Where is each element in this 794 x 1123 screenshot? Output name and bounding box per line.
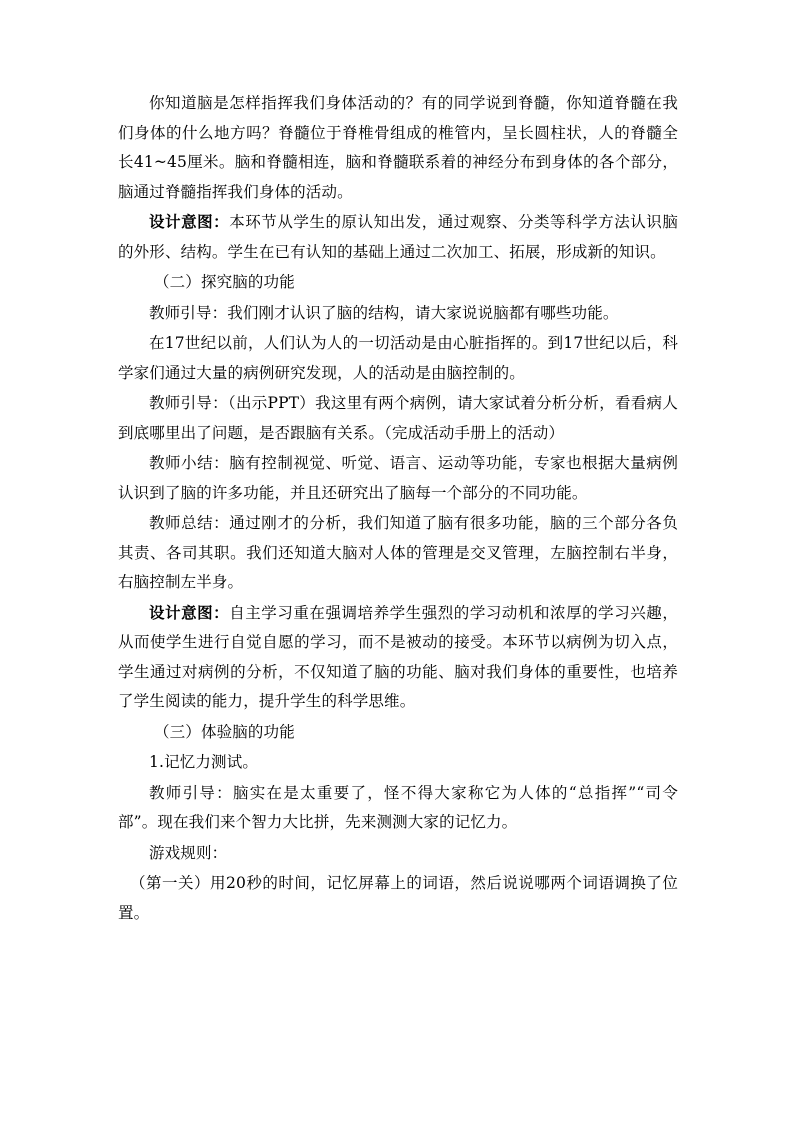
paragraph-text: 教师引导：脑实在是太重要了，怪不得大家称它为人体的“总指挥”“司令部”。现在我们来个智力大比拼，先来测测大家的记忆力。 bbox=[118, 783, 678, 831]
paragraph-text: 教师总结：通过刚才的分析，我们知道了脑有很多功能，脑的三个部分各负其责、各司其职。我们还知道大脑对人体的管理是交叉管理，左脑控制右半身，右脑控制左半身。 bbox=[118, 514, 678, 591]
paragraph-text: 游戏规则： bbox=[149, 843, 228, 862]
paragraph-text: （二）探究脑的功能 bbox=[154, 273, 295, 291]
paragraph-game-rules bbox=[118, 838, 678, 869]
paragraph-text: 本环节从学生的原认知出发，通过观察、分类等科学方法认识脑的外形、结构。学生在已有认知的基础上通过二次加工、拓展，形成新的知识。 bbox=[118, 213, 678, 261]
paragraph-text: 自主学习重在强调培养学生强烈的学习动机和浓厚的学习兴趣，从而使学生进行自觉自愿的学习，而不是被动的接受。本环节以病例为切入点，学生通过对病例的分析，不仅知道了脑的功能、脑对我们身体的重要性，也培养了学生阅读的能力，提升学生的科学思维。 bbox=[118, 603, 678, 710]
paragraph-text: 在17世纪以前，人们认为人的一切活动是由心脏指挥的。到17世纪以后，科学家们通过大量的病例研究发现，人的活动是由脑控制的。 bbox=[118, 334, 678, 382]
paragraph-teacher-guide-1 bbox=[118, 298, 678, 329]
paragraph-memory-test bbox=[118, 747, 678, 778]
paragraph-text: 你知道脑是怎样指挥我们身体活动的？有的同学说到脊髓，你知道脊髓在我们身体的什么地方吗？脊髓位于脊椎骨组成的椎管内，呈长圆柱状，人的脊髓全长41~45厘米。脑和脊髓相连，脑和脊髓联系着的神经分布到身体的各个部分，脑通过脊髓指挥我们身体的活动。 bbox=[118, 94, 678, 201]
paragraph-teacher-summary bbox=[118, 448, 678, 508]
paragraph-design-intent-2 bbox=[118, 598, 678, 717]
paragraph-text: 教师小结：脑有控制视觉、听觉、语言、运动等功能，专家也根据大量病例认识到了脑的许多功能，并且还研究出了脑每一个部分的不同功能。 bbox=[118, 454, 678, 502]
paragraph-history bbox=[118, 328, 678, 388]
document-page bbox=[118, 88, 678, 928]
paragraph-text: 教师引导：（出示PPT）我这里有两个病例，请大家试着分析分析，看看病人到底哪里出了问题，是否跟脑有关系。（完成活动手册上的活动） bbox=[118, 394, 678, 442]
paragraph-teacher-guide-2 bbox=[118, 388, 678, 448]
paragraph-design-intent-1 bbox=[118, 207, 678, 267]
paragraph-text: （第一关）用20秒的时间，记忆屏幕上的词语，然后说说哪两个词语调换了位置。 bbox=[118, 874, 678, 922]
section-heading-experience bbox=[118, 717, 678, 748]
paragraph-lead: 设计意图： bbox=[149, 212, 230, 231]
paragraph-teacher-conclusion bbox=[118, 508, 678, 598]
paragraph-text: 1.记忆力测试。 bbox=[149, 753, 258, 771]
section-heading-explore bbox=[118, 267, 678, 298]
paragraph-teacher-guide-3 bbox=[118, 778, 678, 838]
paragraph-text: 教师引导：我们刚才认识了脑的结构，请大家说说脑都有哪些功能。 bbox=[149, 303, 619, 322]
paragraph-lead: 设计意图： bbox=[149, 602, 230, 622]
paragraph-text: （三）体验脑的功能 bbox=[154, 722, 295, 741]
paragraph-spinal-cord bbox=[118, 88, 678, 207]
paragraph-level-one bbox=[118, 868, 678, 928]
